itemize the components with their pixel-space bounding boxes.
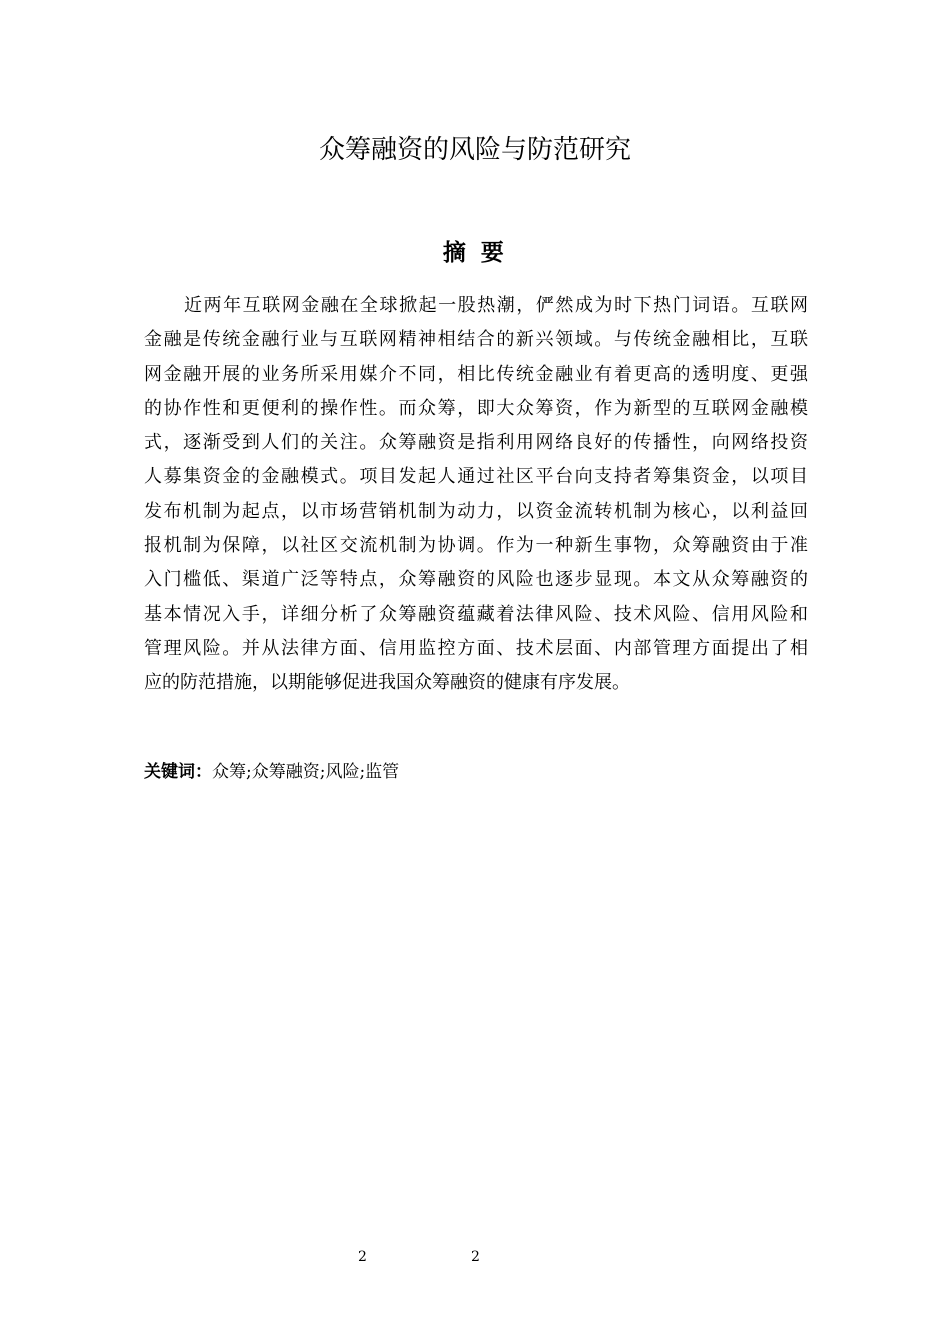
keywords-label: 关键词： (144, 762, 212, 782)
abstract-heading: 摘 要 (442, 240, 508, 266)
page-number: 2 (358, 1249, 367, 1265)
abstract-line: 的协作性和更便利的操作性。而众筹，即大众筹资，作为新型的互联网金融模 (144, 397, 808, 419)
document-title: 众筹融资的风险与防范研究 (318, 135, 631, 165)
abstract-line: 近两年互联网金融在全球掀起一股热潮，俨然成为时下热门词语。互联网 (184, 295, 808, 316)
page-number: 2 (471, 1249, 480, 1265)
abstract-line: 发布机制为起点，以市场营销机制为动力，以资金流转机制为核心，以利益回 (144, 500, 808, 522)
keywords-value: 众筹;众筹融资;风险;监管 (212, 762, 400, 782)
abstract-line: 管理风险。并从法律方面、信用监控方面、技术层面、内部管理方面提出了相 (144, 637, 808, 659)
abstract-line: 式，逐渐受到人们的关注。众筹融资是指利用网络良好的传播性，向网络投资 (144, 432, 808, 454)
abstract-line: 金融是传统金融行业与互联网精神相结合的新兴领域。与传统金融相比，互联 (144, 329, 808, 351)
abstract-body (144, 289, 808, 701)
abstract-line: 网金融开展的业务所采用媒介不同，相比传统金融业有着更高的透明度、更强 (144, 363, 808, 385)
keywords (144, 758, 808, 786)
abstract-line: 应的防范措施，以期能够促进我国众筹融资的健康有序发展。 (144, 672, 630, 694)
abstract-line: 人募集资金的金融模式。项目发起人通过社区平台向支持者筹集资金，以项目 (144, 466, 808, 488)
abstract-line: 基本情况入手，详细分析了众筹融资蕴藏着法律风险、技术风险、信用风险和 (144, 603, 808, 625)
abstract-line: 报机制为保障，以社区交流机制为协调。作为一种新生事物，众筹融资由于准 (144, 535, 808, 557)
abstract-line: 入门槛低、渠道广泛等特点，众筹融资的风险也逐步显现。本文从众筹融资的 (144, 569, 808, 591)
